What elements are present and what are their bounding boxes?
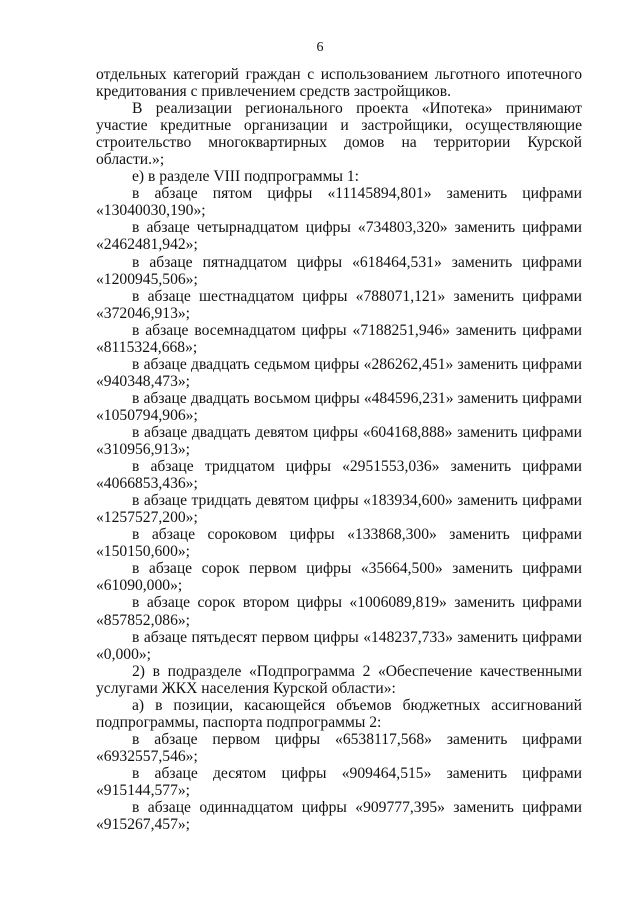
paragraph: в абзаце пятнадцатом цифры «618464,531» заменить цифрами «1200945,506»; bbox=[96, 253, 582, 288]
paragraph: В реализации регионального проекта «Ипотека» принимают участие кредитные организации и застройщики, осуществляющие строительство многоквартирных домов на территории Курской области.»; bbox=[96, 100, 582, 169]
paragraph: е) в разделе VIII подпрограммы 1: bbox=[132, 168, 359, 186]
paragraph: в абзаце сорок первом цифры «35664,500» заменить цифрами «61090,000»; bbox=[96, 560, 582, 595]
paragraph: в абзаце тридцатом цифры «2951553,036» заменить цифрами «4066853,436»; bbox=[96, 458, 582, 493]
paragraph: в абзаце двадцать девятом цифры «604168,888» заменить цифрами «310956,913»; bbox=[96, 423, 582, 459]
paragraph: в абзаце четырнадцатом цифры «734803,320» заменить цифрами «2462481,942»; bbox=[96, 219, 582, 254]
paragraph: в абзаце восемнадцатом цифры «7188251,946» заменить цифрами «8115324,668»; bbox=[96, 321, 582, 356]
paragraph: в абзаце сорок втором цифры «1006089,819» заменить цифрами «857852,086»; bbox=[96, 594, 582, 629]
paragraph: 2) в подразделе «Подпрограмма 2 «Обеспечение качественными услугами ЖКХ населения Курской области»: bbox=[96, 662, 582, 697]
paragraph: в абзаце двадцать восьмом цифры «484596,231» заменить цифрами «1050794,906»; bbox=[96, 389, 582, 424]
paragraph: в абзаце первом цифры «6538117,568» заменить цифрами «6932557,546»; bbox=[96, 730, 582, 765]
paragraph: а) в позиции, касающейся объемов бюджетных ассигнований подпрограммы, паспорта подпрограммы 2: bbox=[96, 696, 582, 731]
paragraph: в абзаце тридцать девятом цифры «183934,600» заменить цифрами «1257527,200»; bbox=[96, 492, 582, 527]
paragraph: в абзаце шестнадцатом цифры «788071,121» заменить цифрами «372046,913»; bbox=[96, 287, 582, 322]
paragraph: в абзаце одиннадцатом цифры «909777,395» заменить цифрами «915267,457»; bbox=[96, 799, 582, 834]
paragraph: в абзаце пятом цифры «11145894,801» заменить цифрами «13040030,190»; bbox=[96, 185, 582, 220]
paragraph: в абзаце сороковом цифры «133868,300» заменить цифрами «150150,600»; bbox=[96, 526, 582, 561]
paragraph: в абзаце двадцать седьмом цифры «286262,451» заменить цифрами «940348,473»; bbox=[96, 355, 582, 390]
paragraph: отдельных категорий граждан с использованием льготного ипотечного кредитования с привлечением средств застройщиков. bbox=[96, 66, 582, 101]
paragraph: в абзаце пятьдесят первом цифры «148237,733» заменить цифрами «0,000»; bbox=[96, 628, 582, 663]
document-body bbox=[96, 66, 582, 833]
paragraph: в абзаце десятом цифры «909464,515» заменить цифрами «915144,577»; bbox=[96, 764, 582, 799]
page-number: 6 bbox=[316, 40, 324, 55]
